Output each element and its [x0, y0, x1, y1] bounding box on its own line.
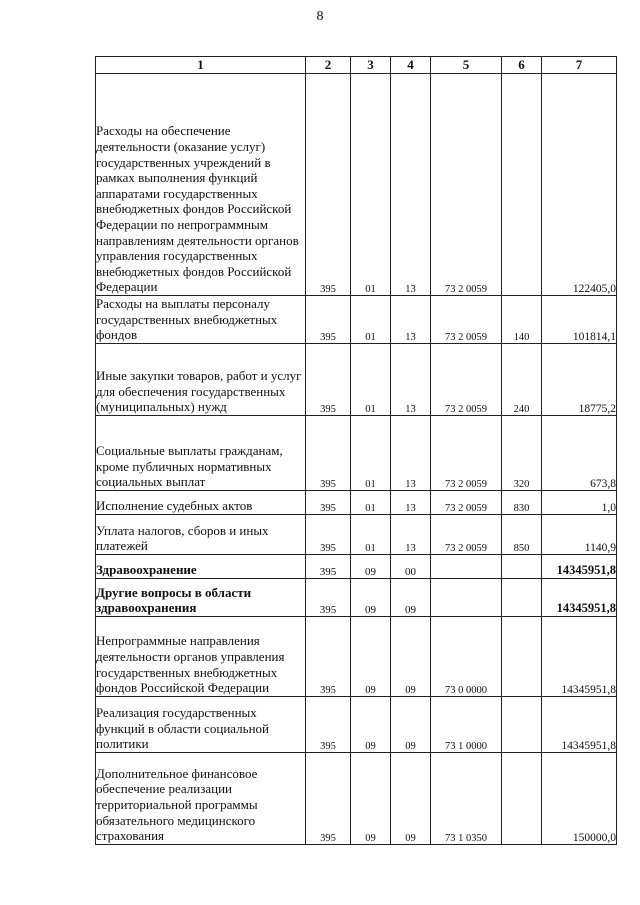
page-number: 8: [316, 9, 324, 24]
row-col-4: 09: [391, 752, 431, 844]
row-col-6: [502, 616, 542, 696]
row-col-5: 73 2 0059: [431, 343, 502, 415]
row-col-5: 73 2 0059: [431, 514, 502, 554]
row-amount: 122405,0: [542, 74, 617, 296]
row-col-6: 140: [502, 296, 542, 344]
row-col-6: [502, 74, 542, 296]
row-col-5: 73 2 0059: [431, 415, 502, 490]
row-name: Здравоохранение: [96, 554, 306, 578]
row-col-6: [502, 578, 542, 616]
row-amount: 18775,2: [542, 343, 617, 415]
table-row: [96, 296, 617, 344]
row-col-6: [502, 696, 542, 752]
row-name: Уплата налогов, сборов и иных платежей: [96, 514, 306, 554]
row-col-2: 395: [306, 514, 351, 554]
table-row: [96, 343, 617, 415]
header-col-2: 2: [306, 57, 351, 74]
row-amount: 101814,1: [542, 296, 617, 344]
table-row: [96, 514, 617, 554]
row-col-2: 395: [306, 296, 351, 344]
row-col-5: 73 0 0000: [431, 616, 502, 696]
row-col-6: 830: [502, 490, 542, 514]
header-col-7: 7: [542, 57, 617, 74]
row-col-5: 73 1 0350: [431, 752, 502, 844]
row-col-3: 01: [351, 490, 391, 514]
row-name: Социальные выплаты гражданам, кроме публичных нормативных социальных выплат: [96, 415, 306, 490]
row-col-3: 01: [351, 74, 391, 296]
row-col-5: 73 2 0059: [431, 74, 502, 296]
row-col-4: 09: [391, 578, 431, 616]
row-col-6: [502, 554, 542, 578]
row-name: Другие вопросы в области здравоохранения: [96, 578, 306, 616]
header-col-5: 5: [431, 57, 502, 74]
header-col-4: 4: [391, 57, 431, 74]
row-col-4: 13: [391, 296, 431, 344]
row-col-5: [431, 554, 502, 578]
table-row: [96, 74, 617, 296]
row-col-2: 395: [306, 554, 351, 578]
budget-table: [95, 56, 617, 845]
table-row: [96, 578, 617, 616]
row-name: Реализация государственных функций в области социальной политики: [96, 696, 306, 752]
table-row: [96, 490, 617, 514]
row-col-6: 240: [502, 343, 542, 415]
row-amount: 14345951,8: [542, 696, 617, 752]
row-amount: 14345951,8: [542, 616, 617, 696]
row-col-4: 00: [391, 554, 431, 578]
row-col-3: 01: [351, 514, 391, 554]
row-col-3: 09: [351, 752, 391, 844]
row-col-3: 01: [351, 415, 391, 490]
row-name: Непрограммные направления деятельности органов управления государственных внебюджетных фондов Российской Федерации: [96, 616, 306, 696]
row-col-5: 73 1 0000: [431, 696, 502, 752]
table-row: [96, 752, 617, 844]
row-col-2: 395: [306, 343, 351, 415]
row-col-6: [502, 752, 542, 844]
table-body: [96, 74, 617, 845]
row-col-3: 01: [351, 296, 391, 344]
row-col-3: 09: [351, 578, 391, 616]
row-col-2: 395: [306, 616, 351, 696]
row-col-4: 13: [391, 514, 431, 554]
row-amount: 150000,0: [542, 752, 617, 844]
header-col-1: 1: [96, 57, 306, 74]
row-col-4: 13: [391, 415, 431, 490]
row-col-4: 13: [391, 343, 431, 415]
row-col-3: 09: [351, 554, 391, 578]
table-row: [96, 415, 617, 490]
row-col-4: 09: [391, 696, 431, 752]
row-col-2: 395: [306, 696, 351, 752]
row-amount: 1,0: [542, 490, 617, 514]
row-col-4: 13: [391, 490, 431, 514]
row-amount: 673,8: [542, 415, 617, 490]
header-col-3: 3: [351, 57, 391, 74]
row-col-2: 395: [306, 752, 351, 844]
row-col-5: [431, 578, 502, 616]
row-col-6: 320: [502, 415, 542, 490]
row-col-3: 01: [351, 343, 391, 415]
row-col-2: 395: [306, 74, 351, 296]
row-name: Дополнительное финансовое обеспечение реализации территориальной программы обязательного медицинского страхования: [96, 752, 306, 844]
row-name: Иные закупки товаров, работ и услуг для обеспечения государственных (муниципальных) нужд: [96, 343, 306, 415]
row-col-3: 09: [351, 616, 391, 696]
row-amount: 14345951,8: [542, 554, 617, 578]
row-col-3: 09: [351, 696, 391, 752]
row-amount: 1140,9: [542, 514, 617, 554]
header-row: [96, 57, 617, 74]
row-col-4: 13: [391, 74, 431, 296]
row-col-2: 395: [306, 578, 351, 616]
row-col-2: 395: [306, 490, 351, 514]
row-name: Исполнение судебных актов: [96, 490, 306, 514]
header-col-6: 6: [502, 57, 542, 74]
row-col-5: 73 2 0059: [431, 296, 502, 344]
row-amount: 14345951,8: [542, 578, 617, 616]
table-row: [96, 696, 617, 752]
table-row: [96, 554, 617, 578]
row-name: Расходы на выплаты персоналу государственных внебюджетных фондов: [96, 296, 306, 344]
table-row: [96, 616, 617, 696]
row-col-2: 395: [306, 415, 351, 490]
row-col-4: 09: [391, 616, 431, 696]
row-name: Расходы на обеспечение деятельности (оказание услуг) государственных учреждений в рамках выполнения функций аппаратами государственных внебюджетных фондов Российской Федерации по непрограммным направлениям деятельности органов управления государственных внебюджетных фондов Российской Федерации: [96, 74, 306, 296]
row-col-5: 73 2 0059: [431, 490, 502, 514]
row-col-6: 850: [502, 514, 542, 554]
